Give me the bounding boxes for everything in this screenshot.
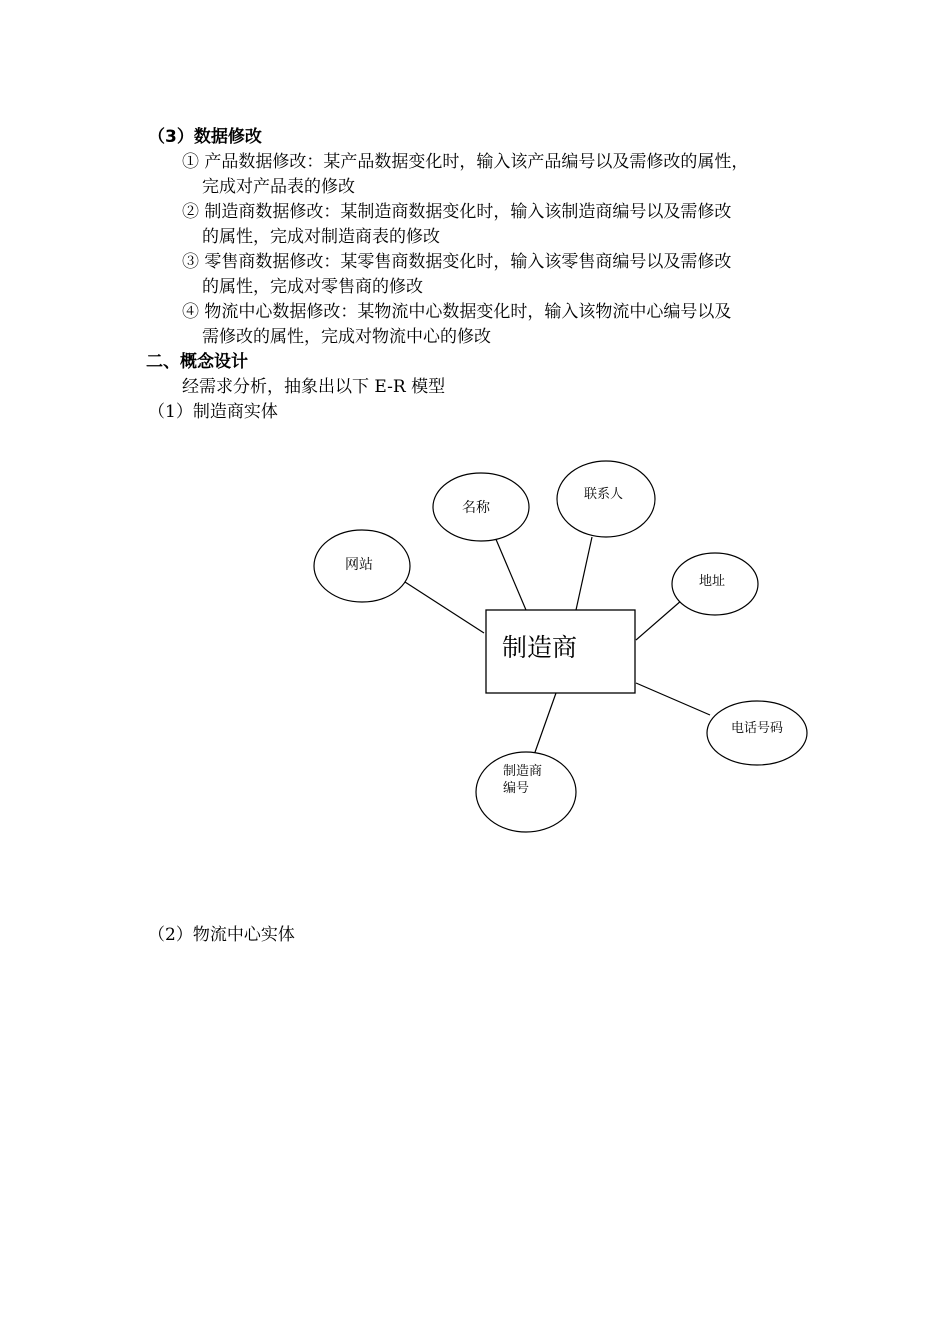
connector-contact <box>576 537 592 610</box>
connector-id <box>534 693 556 755</box>
subheading-manufacturer-entity: （1）制造商实体 <box>148 402 278 422</box>
list-item-product-line1: ① 产品数据修改：某产品数据变化时，输入该产品编号以及需修改的属性， <box>182 152 749 172</box>
list-item-logistics-line1: ④ 物流中心数据修改：某物流中心数据变化时，输入该物流中心编号以及 <box>182 302 732 322</box>
section-heading-concept-design: 二、概念设计 <box>146 352 248 372</box>
list-item-manufacturer-line2: 的属性，完成对制造商表的修改 <box>202 227 440 247</box>
connector-phone <box>636 683 710 715</box>
concept-intro-text: 经需求分析，抽象出以下 E-R 模型 <box>182 377 446 397</box>
list-item-retailer-line1: ③ 零售商数据修改：某零售商数据变化时，输入该零售商编号以及需修改 <box>182 252 732 272</box>
connector-website <box>405 582 484 633</box>
attribute-label-contact: 联系人 <box>584 487 624 502</box>
attribute-label-website: 网站 <box>345 557 373 573</box>
attribute-label-phone: 电话号码 <box>731 721 784 736</box>
subheading-logistics-entity: （2）物流中心实体 <box>148 925 295 945</box>
connector-name <box>495 537 526 610</box>
connector-address <box>636 600 682 640</box>
entity-label-manufacturer: 制造商 <box>502 633 578 662</box>
attribute-label-address: 地址 <box>699 574 726 589</box>
list-item-manufacturer-line1: ② 制造商数据修改：某制造商数据变化时，输入该制造商编号以及需修改 <box>182 202 732 222</box>
attribute-label-name: 名称 <box>462 500 490 516</box>
list-item-logistics-line2: 需修改的属性，完成对物流中心的修改 <box>202 327 491 347</box>
list-item-retailer-line2: 的属性，完成对零售商的修改 <box>202 277 423 297</box>
attribute-label-manufacturer-id-line2: 编号 <box>503 781 530 796</box>
attribute-label-manufacturer-id-line1: 制造商 <box>503 764 543 779</box>
section-heading-data-modification: （3）数据修改 <box>148 127 262 147</box>
list-item-product-line2: 完成对产品表的修改 <box>202 177 355 197</box>
